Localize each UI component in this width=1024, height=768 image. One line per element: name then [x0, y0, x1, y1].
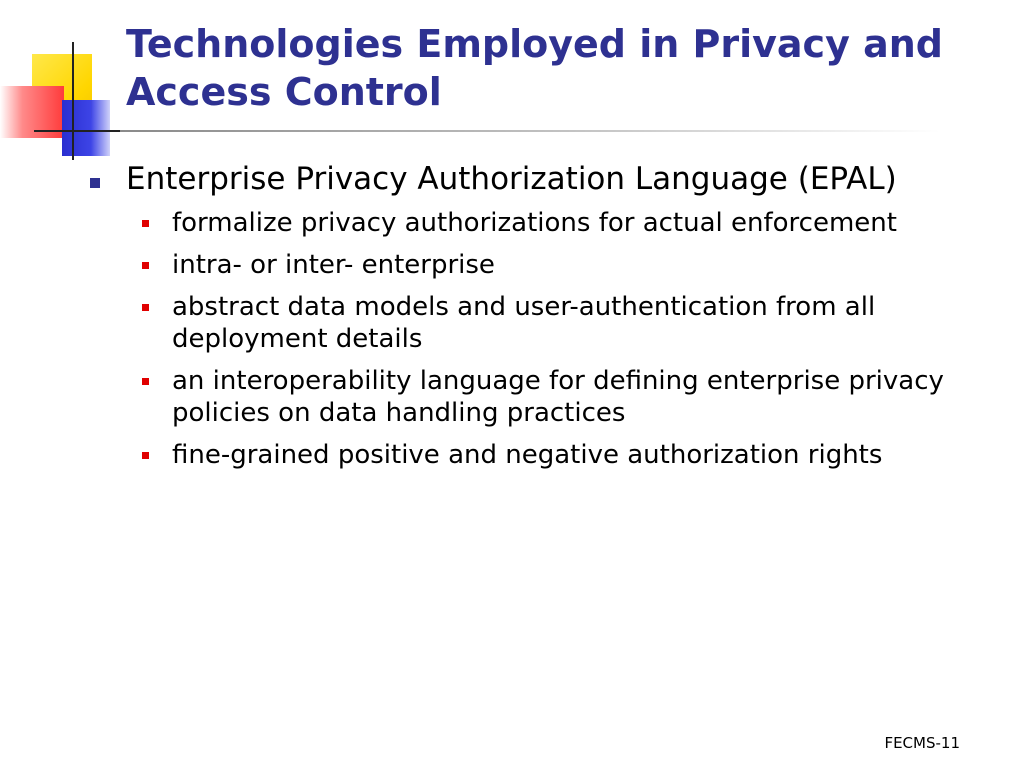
slide-title: Technologies Employed in Privacy and Access Control: [126, 22, 943, 114]
corner-decoration: [0, 0, 130, 170]
sub-bullet-text: an interoperability language for defining enterprise privacy policies on data handling practices: [172, 366, 944, 428]
sub-bullet-list: [86, 207, 976, 471]
slide-footer: FECMS-11: [884, 734, 960, 752]
square-bullet-icon: [142, 262, 149, 269]
deco-vertical-line: [72, 42, 74, 160]
square-bullet-icon: [142, 220, 149, 227]
sub-bullet: [140, 249, 976, 281]
slide-content: [86, 162, 976, 481]
deco-horizontal-line: [34, 130, 126, 132]
sub-bullet-text: abstract data models and user-authentication from all deployment details: [172, 292, 876, 354]
sub-bullet: [140, 439, 976, 471]
deco-blue-square: [62, 100, 110, 156]
sub-bullet: [140, 207, 976, 239]
square-bullet-icon: [142, 378, 149, 385]
title-underline: [120, 130, 940, 132]
square-bullet-icon: [90, 178, 100, 188]
square-bullet-icon: [142, 304, 149, 311]
sub-bullet-text: formalize privacy authorizations for actual enforcement: [172, 208, 897, 238]
square-bullet-icon: [142, 452, 149, 459]
sub-bullet-text: fine-grained positive and negative authorization rights: [172, 440, 883, 470]
bullet-level1: [86, 162, 976, 197]
bullet-level1-text: Enterprise Privacy Authorization Language (EPAL): [126, 161, 897, 197]
sub-bullet: [140, 365, 976, 429]
sub-bullet-text: intra- or inter- enterprise: [172, 250, 495, 280]
sub-bullet: [140, 291, 976, 355]
